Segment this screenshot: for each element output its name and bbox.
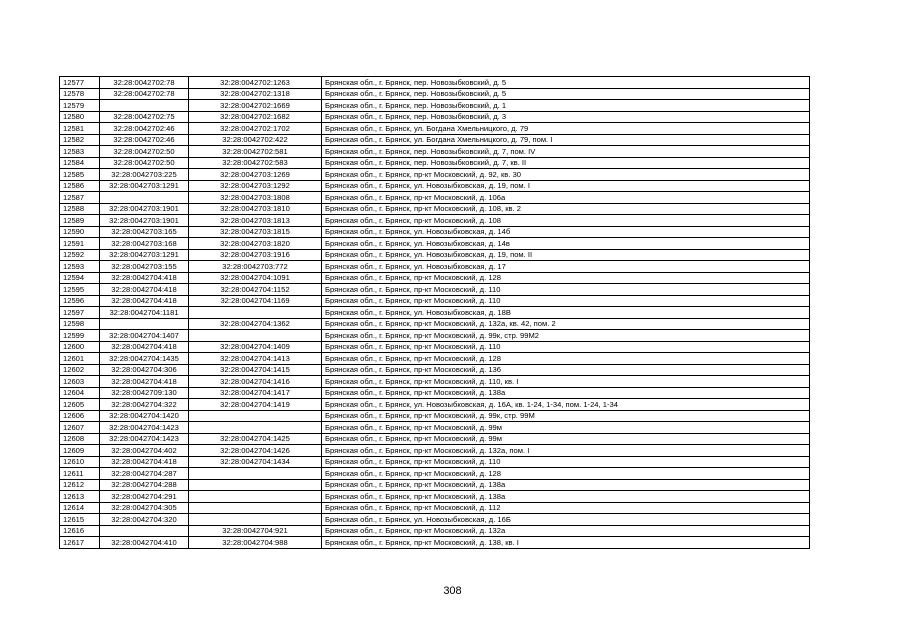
parcel-number-cell: 32:28:0042703:1291 [100, 249, 189, 261]
object-number-cell [189, 479, 322, 491]
object-number-cell: 32:28:0042702:1263 [189, 77, 322, 89]
table-row [60, 192, 810, 204]
registry-table-body [60, 77, 810, 549]
parcel-number-cell: 32:28:0042704:418 [100, 456, 189, 468]
address-cell: Брянская обл., г. Брянск, пр-кт Московский, д. 99к, стр. 99М2 [322, 330, 810, 342]
row-number-cell: 12577 [60, 77, 100, 89]
address-cell: Брянская обл., г. Брянск, пр-кт Московский, д. 110 [322, 295, 810, 307]
parcel-number-cell: 32:28:0042704:1423 [100, 433, 189, 445]
object-number-cell: 32:28:0042704:1413 [189, 353, 322, 365]
row-number-cell: 12592 [60, 249, 100, 261]
row-number-cell: 12581 [60, 123, 100, 135]
object-number-cell: 32:28:0042702:583 [189, 157, 322, 169]
address-cell: Брянская обл., г. Брянск, ул. Новозыбковская, д. 19, пом. I [322, 180, 810, 192]
row-number-cell: 12588 [60, 203, 100, 215]
row-number-cell: 12617 [60, 537, 100, 549]
address-cell: Брянская обл., г. Брянск, пр-кт Московский, д. 128 [322, 272, 810, 284]
object-number-cell: 32:28:0042704:1425 [189, 433, 322, 445]
row-number-cell: 12586 [60, 180, 100, 192]
parcel-number-cell [100, 192, 189, 204]
table-row [60, 387, 810, 399]
table-row [60, 376, 810, 388]
object-number-cell: 32:28:0042702:581 [189, 146, 322, 158]
parcel-number-cell: 32:28:0042704:418 [100, 295, 189, 307]
row-number-cell: 12593 [60, 261, 100, 273]
table-row [60, 445, 810, 457]
row-number-cell: 12591 [60, 238, 100, 250]
address-cell: Брянская обл., г. Брянск, ул. Новозыбковская, д. 17 [322, 261, 810, 273]
address-cell: Брянская обл., г. Брянск, пр-кт Московский, д. 92, кв. 30 [322, 169, 810, 181]
table-row [60, 203, 810, 215]
parcel-number-cell: 32:28:0042703:1901 [100, 215, 189, 227]
row-number-cell: 12613 [60, 491, 100, 503]
parcel-number-cell: 32:28:0042702:78 [100, 88, 189, 100]
address-cell: Брянская обл., г. Брянск, ул. Богдана Хмельницкого, д. 79 [322, 123, 810, 135]
object-number-cell: 32:28:0042702:422 [189, 134, 322, 146]
table-row [60, 100, 810, 112]
parcel-number-cell [100, 318, 189, 330]
table-row [60, 502, 810, 514]
object-number-cell [189, 514, 322, 526]
address-cell: Брянская обл., г. Брянск, пер. Новозыбковский, д. 7, кв. II [322, 157, 810, 169]
object-number-cell: 32:28:0042704:1152 [189, 284, 322, 296]
address-cell: Брянская обл., г. Брянск, пер. Новозыбковский, д. 3 [322, 111, 810, 123]
parcel-number-cell: 32:28:0042704:305 [100, 502, 189, 514]
object-number-cell: 32:28:0042704:1434 [189, 456, 322, 468]
parcel-number-cell: 32:28:0042704:418 [100, 376, 189, 388]
parcel-number-cell: 32:28:0042703:1901 [100, 203, 189, 215]
row-number-cell: 12597 [60, 307, 100, 319]
table-row [60, 284, 810, 296]
object-number-cell: 32:28:0042704:988 [189, 537, 322, 549]
address-cell: Брянская обл., г. Брянск, пр-кт Московский, д. 108 [322, 215, 810, 227]
row-number-cell: 12601 [60, 353, 100, 365]
table-row [60, 456, 810, 468]
object-number-cell: 32:28:0042703:1916 [189, 249, 322, 261]
table-row [60, 134, 810, 146]
row-number-cell: 12587 [60, 192, 100, 204]
table-row [60, 491, 810, 503]
object-number-cell: 32:28:0042704:1416 [189, 376, 322, 388]
address-cell: Брянская обл., г. Брянск, пр-кт Московский, д. 136 [322, 364, 810, 376]
table-row [60, 330, 810, 342]
object-number-cell: 32:28:0042704:1419 [189, 399, 322, 411]
row-number-cell: 12599 [60, 330, 100, 342]
parcel-number-cell: 32:28:0042704:418 [100, 284, 189, 296]
address-cell: Брянская обл., г. Брянск, ул. Новозыбковская, д. 19, пом. II [322, 249, 810, 261]
address-cell: Брянская обл., г. Брянск, пер. Новозыбковский, д. 5 [322, 77, 810, 89]
table-row [60, 422, 810, 434]
row-number-cell: 12600 [60, 341, 100, 353]
object-number-cell: 32:28:0042703:1808 [189, 192, 322, 204]
object-number-cell [189, 422, 322, 434]
object-number-cell [189, 468, 322, 480]
address-cell: Брянская обл., г. Брянск, ул. Новозыбковская, д. 14б [322, 226, 810, 238]
parcel-number-cell: 32:28:0042702:50 [100, 157, 189, 169]
row-number-cell: 12611 [60, 468, 100, 480]
table-row [60, 318, 810, 330]
parcel-number-cell: 32:28:0042702:50 [100, 146, 189, 158]
row-number-cell: 12606 [60, 410, 100, 422]
address-cell: Брянская обл., г. Брянск, ул. Новозыбковская, д. 18В [322, 307, 810, 319]
parcel-number-cell: 32:28:0042704:322 [100, 399, 189, 411]
address-cell: Брянская обл., г. Брянск, пр-кт Московский, д. 132а [322, 525, 810, 537]
table-row [60, 307, 810, 319]
object-number-cell: 32:28:0042704:1091 [189, 272, 322, 284]
table-row [60, 249, 810, 261]
row-number-cell: 12609 [60, 445, 100, 457]
address-cell: Брянская обл., г. Брянск, пр-кт Московский, д. 110 [322, 456, 810, 468]
table-row [60, 180, 810, 192]
row-number-cell: 12584 [60, 157, 100, 169]
table-row [60, 146, 810, 158]
object-number-cell: 32:28:0042703:1269 [189, 169, 322, 181]
object-number-cell: 32:28:0042702:1318 [189, 88, 322, 100]
table-row [60, 77, 810, 89]
parcel-number-cell: 32:28:0042702:46 [100, 123, 189, 135]
row-number-cell: 12614 [60, 502, 100, 514]
parcel-number-cell: 32:28:0042702:46 [100, 134, 189, 146]
address-cell: Брянская обл., г. Брянск, пер. Новозыбковский, д. 1 [322, 100, 810, 112]
table-row [60, 123, 810, 135]
parcel-number-cell: 32:28:0042704:1407 [100, 330, 189, 342]
table-row [60, 479, 810, 491]
table-row [60, 410, 810, 422]
object-number-cell: 32:28:0042704:1415 [189, 364, 322, 376]
address-cell: Брянская обл., г. Брянск, пер. Новозыбковский, д. 5 [322, 88, 810, 100]
address-cell: Брянская обл., г. Брянск, ул. Новозыбковская, д. 16А, кв. 1-24, 1-34, пом. 1-24, 1-34 [322, 399, 810, 411]
row-number-cell: 12595 [60, 284, 100, 296]
table-row [60, 525, 810, 537]
object-number-cell: 32:28:0042704:1426 [189, 445, 322, 457]
parcel-number-cell: 32:28:0042704:418 [100, 272, 189, 284]
row-number-cell: 12598 [60, 318, 100, 330]
registry-table [59, 76, 810, 549]
address-cell: Брянская обл., г. Брянск, ул. Новозыбковская, д. 16Б [322, 514, 810, 526]
row-number-cell: 12590 [60, 226, 100, 238]
address-cell: Брянская обл., г. Брянск, ул. Новозыбковская, д. 14в [322, 238, 810, 250]
address-cell: Брянская обл., г. Брянск, пр-кт Московский, д. 132а, пом. I [322, 445, 810, 457]
parcel-number-cell [100, 100, 189, 112]
parcel-number-cell: 32:28:0042703:225 [100, 169, 189, 181]
address-cell: Брянская обл., г. Брянск, пр-кт Московский, д. 99м [322, 433, 810, 445]
table-row [60, 399, 810, 411]
object-number-cell: 32:28:0042703:1813 [189, 215, 322, 227]
row-number-cell: 12607 [60, 422, 100, 434]
object-number-cell: 32:28:0042702:1682 [189, 111, 322, 123]
table-row [60, 272, 810, 284]
address-cell: Брянская обл., г. Брянск, пр-кт Московский, д. 138а [322, 491, 810, 503]
parcel-number-cell: 32:28:0042709:130 [100, 387, 189, 399]
address-cell: Брянская обл., г. Брянск, пр-кт Московский, д. 138а [322, 479, 810, 491]
parcel-number-cell: 32:28:0042704:402 [100, 445, 189, 457]
address-cell: Брянская обл., г. Брянск, пр-кт Московский, д. 106а [322, 192, 810, 204]
object-number-cell: 32:28:0042704:1417 [189, 387, 322, 399]
object-number-cell: 32:28:0042703:1810 [189, 203, 322, 215]
parcel-number-cell: 32:28:0042704:418 [100, 341, 189, 353]
parcel-number-cell: 32:28:0042704:306 [100, 364, 189, 376]
row-number-cell: 12612 [60, 479, 100, 491]
table-row [60, 261, 810, 273]
parcel-number-cell: 32:28:0042704:1420 [100, 410, 189, 422]
table-row [60, 468, 810, 480]
object-number-cell: 32:28:0042704:1169 [189, 295, 322, 307]
address-cell: Брянская обл., г. Брянск, пр-кт Московский, д. 110 [322, 284, 810, 296]
row-number-cell: 12616 [60, 525, 100, 537]
object-number-cell: 32:28:0042702:1669 [189, 100, 322, 112]
address-cell: Брянская обл., г. Брянск, пр-кт Московский, д. 138а [322, 387, 810, 399]
row-number-cell: 12578 [60, 88, 100, 100]
parcel-number-cell: 32:28:0042703:165 [100, 226, 189, 238]
parcel-number-cell: 32:28:0042704:410 [100, 537, 189, 549]
object-number-cell: 32:28:0042704:1409 [189, 341, 322, 353]
table-row [60, 341, 810, 353]
address-cell: Брянская обл., г. Брянск, пр-кт Московский, д. 112 [322, 502, 810, 514]
address-cell: Брянская обл., г. Брянск, пр-кт Московский, д. 99к, стр. 99М [322, 410, 810, 422]
page-number: 308 [443, 585, 462, 597]
row-number-cell: 12604 [60, 387, 100, 399]
parcel-number-cell: 32:28:0042704:287 [100, 468, 189, 480]
object-number-cell: 32:28:0042703:1815 [189, 226, 322, 238]
address-cell: Брянская обл., г. Брянск, пр-кт Московский, д. 108, кв. 2 [322, 203, 810, 215]
row-number-cell: 12610 [60, 456, 100, 468]
object-number-cell [189, 307, 322, 319]
table-row [60, 88, 810, 100]
table-row [60, 215, 810, 227]
object-number-cell: 32:28:0042704:1362 [189, 318, 322, 330]
parcel-number-cell: 32:28:0042704:288 [100, 479, 189, 491]
parcel-number-cell: 32:28:0042704:320 [100, 514, 189, 526]
row-number-cell: 12580 [60, 111, 100, 123]
row-number-cell: 12582 [60, 134, 100, 146]
address-cell: Брянская обл., г. Брянск, пр-кт Московский, д. 128 [322, 353, 810, 365]
parcel-number-cell: 32:28:0042704:291 [100, 491, 189, 503]
address-cell: Брянская обл., г. Брянск, пр-кт Московский, д. 132а, кв. 42, пом. 2 [322, 318, 810, 330]
row-number-cell: 12602 [60, 364, 100, 376]
table-row [60, 157, 810, 169]
parcel-number-cell: 32:28:0042702:75 [100, 111, 189, 123]
parcel-number-cell: 32:28:0042702:78 [100, 77, 189, 89]
row-number-cell: 12596 [60, 295, 100, 307]
table-row [60, 226, 810, 238]
address-cell: Брянская обл., г. Брянск, пр-кт Московский, д. 99м [322, 422, 810, 434]
parcel-number-cell: 32:28:0042704:1435 [100, 353, 189, 365]
object-number-cell: 32:28:0042703:1820 [189, 238, 322, 250]
row-number-cell: 12585 [60, 169, 100, 181]
row-number-cell: 12605 [60, 399, 100, 411]
parcel-number-cell: 32:28:0042703:1291 [100, 180, 189, 192]
table-row [60, 111, 810, 123]
table-row [60, 537, 810, 549]
table-row [60, 364, 810, 376]
object-number-cell [189, 491, 322, 503]
object-number-cell: 32:28:0042703:1292 [189, 180, 322, 192]
object-number-cell [189, 502, 322, 514]
parcel-number-cell [100, 525, 189, 537]
table-row [60, 295, 810, 307]
table-row [60, 514, 810, 526]
address-cell: Брянская обл., г. Брянск, пр-кт Московский, д. 110 [322, 341, 810, 353]
object-number-cell: 32:28:0042702:1702 [189, 123, 322, 135]
object-number-cell: 32:28:0042704:921 [189, 525, 322, 537]
table-row [60, 169, 810, 181]
parcel-number-cell: 32:28:0042704:1423 [100, 422, 189, 434]
address-cell: Брянская обл., г. Брянск, пер. Новозыбковский, д. 7, пом. IV [322, 146, 810, 158]
parcel-number-cell: 32:28:0042703:155 [100, 261, 189, 273]
parcel-number-cell: 32:28:0042704:1181 [100, 307, 189, 319]
object-number-cell: 32:28:0042703:772 [189, 261, 322, 273]
object-number-cell [189, 330, 322, 342]
row-number-cell: 12583 [60, 146, 100, 158]
row-number-cell: 12603 [60, 376, 100, 388]
address-cell: Брянская обл., г. Брянск, пр-кт Московский, д. 138, кв. I [322, 537, 810, 549]
table-row [60, 238, 810, 250]
object-number-cell [189, 410, 322, 422]
row-number-cell: 12589 [60, 215, 100, 227]
parcel-number-cell: 32:28:0042703:168 [100, 238, 189, 250]
address-cell: Брянская обл., г. Брянск, пр-кт Московский, д. 110, кв. I [322, 376, 810, 388]
table-row [60, 433, 810, 445]
row-number-cell: 12594 [60, 272, 100, 284]
address-cell: Брянская обл., г. Брянск, ул. Богдана Хмельницкого, д. 79, пом. I [322, 134, 810, 146]
row-number-cell: 12608 [60, 433, 100, 445]
row-number-cell: 12579 [60, 100, 100, 112]
address-cell: Брянская обл., г. Брянск, пр-кт Московский, д. 128 [322, 468, 810, 480]
table-row [60, 353, 810, 365]
row-number-cell: 12615 [60, 514, 100, 526]
